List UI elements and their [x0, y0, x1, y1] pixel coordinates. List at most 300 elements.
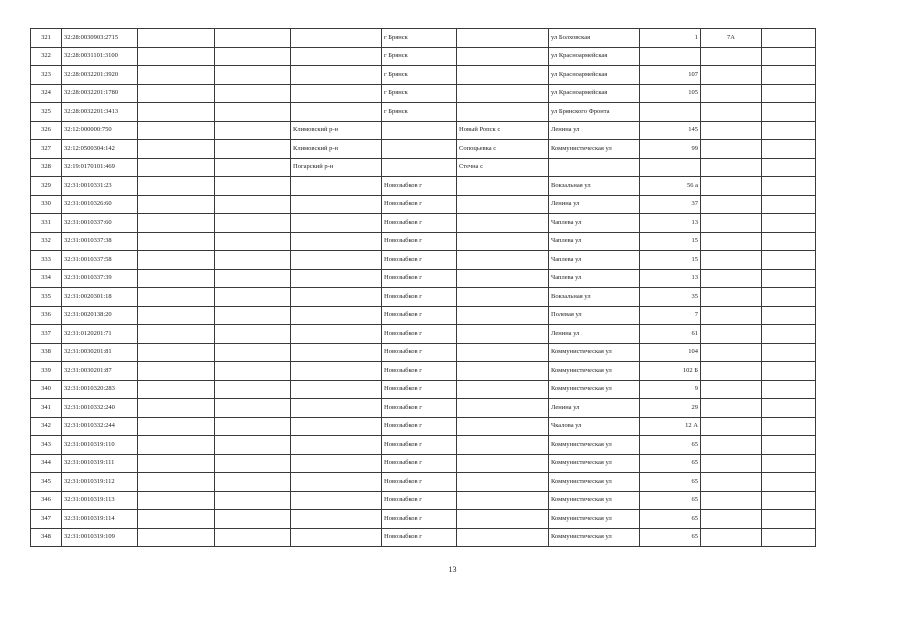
cadastral-number-cell: 32:31:0010319:113	[62, 491, 138, 510]
district-cell	[291, 66, 382, 85]
district-cell	[291, 103, 382, 122]
settlement-cell	[457, 269, 549, 288]
house-number-cell: 104	[640, 343, 701, 362]
row-number-cell: 341	[31, 399, 62, 418]
row-number-cell: 332	[31, 232, 62, 251]
cadastral-number-cell: 32:31:0010331:23	[62, 177, 138, 196]
empty-cell	[762, 380, 816, 399]
district-cell	[291, 177, 382, 196]
empty-cell	[138, 343, 215, 362]
cadastral-number-cell: 32:31:0020138:20	[62, 306, 138, 325]
cadastral-number-cell: 32:31:0010326:60	[62, 195, 138, 214]
street-cell	[549, 158, 640, 177]
building-cell	[701, 269, 762, 288]
cadastral-number-cell: 32:28:0032201:1780	[62, 84, 138, 103]
cadastral-number-cell: 32:31:0030201:87	[62, 362, 138, 381]
empty-cell	[215, 362, 291, 381]
table-row	[31, 491, 816, 510]
building-cell	[701, 436, 762, 455]
city-cell: Новозыбков г	[382, 380, 457, 399]
empty-cell	[762, 121, 816, 140]
settlement-cell	[457, 177, 549, 196]
street-cell: Чаплева ул	[549, 251, 640, 270]
house-number-cell: 107	[640, 66, 701, 85]
district-cell	[291, 325, 382, 344]
settlement-cell	[457, 417, 549, 436]
cadastral-number-cell: 32:28:0032201:3920	[62, 66, 138, 85]
settlement-cell: Сопоцьевка с	[457, 140, 549, 159]
row-number-cell: 323	[31, 66, 62, 85]
building-cell	[701, 417, 762, 436]
cadastral-number-cell: 32:31:0010337:60	[62, 214, 138, 233]
settlement-cell	[457, 436, 549, 455]
row-number-cell: 348	[31, 528, 62, 547]
building-cell	[701, 325, 762, 344]
empty-cell	[138, 362, 215, 381]
district-cell	[291, 380, 382, 399]
empty-cell	[138, 195, 215, 214]
street-cell: ул Красноармейская	[549, 84, 640, 103]
empty-cell	[215, 325, 291, 344]
row-number-cell: 321	[31, 29, 62, 48]
empty-cell	[138, 103, 215, 122]
cadastral-number-cell: 32:31:0010337:38	[62, 232, 138, 251]
district-cell	[291, 47, 382, 66]
building-cell	[701, 362, 762, 381]
house-number-cell: 12 А	[640, 417, 701, 436]
house-number-cell: 7	[640, 306, 701, 325]
table-row	[31, 399, 816, 418]
settlement-cell	[457, 473, 549, 492]
settlement-cell: Стечна с	[457, 158, 549, 177]
district-cell	[291, 288, 382, 307]
settlement-cell	[457, 214, 549, 233]
table-row	[31, 84, 816, 103]
row-number-cell: 327	[31, 140, 62, 159]
empty-cell	[215, 29, 291, 48]
empty-cell	[215, 66, 291, 85]
street-cell: ул Болховская	[549, 29, 640, 48]
cadastral-number-cell: 32:31:0010319:111	[62, 454, 138, 473]
settlement-cell	[457, 362, 549, 381]
street-cell: Коммунистическая ул	[549, 454, 640, 473]
building-cell	[701, 343, 762, 362]
street-cell: Вокзальная ул	[549, 177, 640, 196]
empty-cell	[138, 121, 215, 140]
cadastral-number-cell: 32:31:0010337:58	[62, 251, 138, 270]
settlement-cell	[457, 29, 549, 48]
empty-cell	[138, 399, 215, 418]
settlement-cell	[457, 306, 549, 325]
empty-cell	[762, 251, 816, 270]
city-cell: Новозыбков г	[382, 528, 457, 547]
settlement-cell: Новый Ропск с	[457, 121, 549, 140]
city-cell: Новозыбков г	[382, 436, 457, 455]
building-cell	[701, 454, 762, 473]
register-table	[30, 28, 816, 547]
row-number-cell: 345	[31, 473, 62, 492]
city-cell: Новозыбков г	[382, 473, 457, 492]
house-number-cell: 65	[640, 454, 701, 473]
house-number-cell: 29	[640, 399, 701, 418]
row-number-cell: 343	[31, 436, 62, 455]
city-cell: Новозыбков г	[382, 214, 457, 233]
empty-cell	[138, 528, 215, 547]
empty-cell	[762, 399, 816, 418]
district-cell: Климовский р-н	[291, 121, 382, 140]
city-cell: Новозыбков г	[382, 306, 457, 325]
row-number-cell: 331	[31, 214, 62, 233]
table-row	[31, 140, 816, 159]
table-row	[31, 436, 816, 455]
settlement-cell	[457, 343, 549, 362]
empty-cell	[138, 177, 215, 196]
house-number-cell: 61	[640, 325, 701, 344]
district-cell	[291, 84, 382, 103]
empty-cell	[762, 362, 816, 381]
city-cell: Новозыбков г	[382, 399, 457, 418]
empty-cell	[138, 29, 215, 48]
empty-cell	[138, 214, 215, 233]
table-row	[31, 288, 816, 307]
street-cell: Ленина ул	[549, 121, 640, 140]
city-cell: г Брянск	[382, 84, 457, 103]
district-cell	[291, 436, 382, 455]
row-number-cell: 342	[31, 417, 62, 436]
table-row	[31, 121, 816, 140]
empty-cell	[215, 103, 291, 122]
cadastral-number-cell: 32:31:0010332:244	[62, 417, 138, 436]
building-cell	[701, 47, 762, 66]
district-cell	[291, 343, 382, 362]
empty-cell	[762, 158, 816, 177]
empty-cell	[762, 528, 816, 547]
table-body	[31, 29, 816, 547]
empty-cell	[762, 417, 816, 436]
empty-cell	[762, 473, 816, 492]
row-number-cell: 326	[31, 121, 62, 140]
district-cell	[291, 491, 382, 510]
house-number-cell: 65	[640, 491, 701, 510]
house-number-cell: 13	[640, 269, 701, 288]
row-number-cell: 330	[31, 195, 62, 214]
row-number-cell: 346	[31, 491, 62, 510]
district-cell	[291, 29, 382, 48]
street-cell: Чаплева ул	[549, 232, 640, 251]
house-number-cell: 1	[640, 29, 701, 48]
house-number-cell: 65	[640, 473, 701, 492]
empty-cell	[215, 121, 291, 140]
city-cell: Новозыбков г	[382, 177, 457, 196]
cadastral-number-cell: 32:31:0120201:71	[62, 325, 138, 344]
city-cell	[382, 158, 457, 177]
empty-cell	[215, 399, 291, 418]
cadastral-number-cell: 32:31:0010319:112	[62, 473, 138, 492]
district-cell	[291, 473, 382, 492]
empty-cell	[762, 47, 816, 66]
empty-cell	[762, 325, 816, 344]
table-row	[31, 251, 816, 270]
table-row	[31, 528, 816, 547]
cadastral-number-cell: 32:28:0032201:3413	[62, 103, 138, 122]
empty-cell	[138, 269, 215, 288]
settlement-cell	[457, 491, 549, 510]
empty-cell	[138, 325, 215, 344]
street-cell: Коммунистическая ул	[549, 436, 640, 455]
settlement-cell	[457, 232, 549, 251]
empty-cell	[138, 66, 215, 85]
street-cell: Ленина ул	[549, 325, 640, 344]
street-cell: Полевая ул	[549, 306, 640, 325]
empty-cell	[215, 288, 291, 307]
district-cell	[291, 232, 382, 251]
empty-cell	[215, 436, 291, 455]
table-row	[31, 195, 816, 214]
street-cell: ул Брянского Фронта	[549, 103, 640, 122]
settlement-cell	[457, 528, 549, 547]
empty-cell	[138, 473, 215, 492]
empty-cell	[762, 177, 816, 196]
building-cell	[701, 491, 762, 510]
city-cell: г Брянск	[382, 103, 457, 122]
city-cell: Новозыбков г	[382, 362, 457, 381]
settlement-cell	[457, 288, 549, 307]
table-row	[31, 29, 816, 48]
settlement-cell	[457, 84, 549, 103]
house-number-cell	[640, 103, 701, 122]
table-row	[31, 343, 816, 362]
empty-cell	[138, 288, 215, 307]
row-number-cell: 333	[31, 251, 62, 270]
building-cell	[701, 214, 762, 233]
empty-cell	[215, 269, 291, 288]
table-row	[31, 362, 816, 381]
table-row	[31, 417, 816, 436]
settlement-cell	[457, 103, 549, 122]
empty-cell	[138, 232, 215, 251]
empty-cell	[762, 84, 816, 103]
district-cell: Климовский р-н	[291, 140, 382, 159]
building-cell	[701, 232, 762, 251]
empty-cell	[762, 29, 816, 48]
house-number-cell: 37	[640, 195, 701, 214]
cadastral-number-cell: 32:28:0031101:3100	[62, 47, 138, 66]
street-cell: Коммунистическая ул	[549, 362, 640, 381]
street-cell: Ленина ул	[549, 195, 640, 214]
row-number-cell: 338	[31, 343, 62, 362]
empty-cell	[215, 158, 291, 177]
table-row	[31, 510, 816, 529]
empty-cell	[762, 454, 816, 473]
empty-cell	[762, 103, 816, 122]
table-row	[31, 47, 816, 66]
cadastral-number-cell: 32:12:0500304:142	[62, 140, 138, 159]
building-cell: 7А	[701, 29, 762, 48]
table-row	[31, 269, 816, 288]
district-cell	[291, 417, 382, 436]
empty-cell	[215, 84, 291, 103]
building-cell	[701, 177, 762, 196]
building-cell	[701, 528, 762, 547]
settlement-cell	[457, 195, 549, 214]
empty-cell	[762, 436, 816, 455]
city-cell: Новозыбков г	[382, 454, 457, 473]
table-row	[31, 454, 816, 473]
empty-cell	[215, 251, 291, 270]
empty-cell	[762, 269, 816, 288]
house-number-cell: 65	[640, 528, 701, 547]
row-number-cell: 335	[31, 288, 62, 307]
table-row	[31, 306, 816, 325]
city-cell: Новозыбков г	[382, 195, 457, 214]
row-number-cell: 347	[31, 510, 62, 529]
district-cell	[291, 214, 382, 233]
empty-cell	[762, 306, 816, 325]
empty-cell	[762, 232, 816, 251]
street-cell: Ленина ул	[549, 399, 640, 418]
house-number-cell: 13	[640, 214, 701, 233]
table-row	[31, 177, 816, 196]
table-row	[31, 325, 816, 344]
settlement-cell	[457, 66, 549, 85]
city-cell: г Брянск	[382, 66, 457, 85]
house-number-cell: 99	[640, 140, 701, 159]
house-number-cell: 56 а	[640, 177, 701, 196]
district-cell	[291, 454, 382, 473]
district-cell	[291, 306, 382, 325]
house-number-cell: 9	[640, 380, 701, 399]
street-cell: Коммунистическая ул	[549, 491, 640, 510]
settlement-cell	[457, 380, 549, 399]
building-cell	[701, 473, 762, 492]
settlement-cell	[457, 510, 549, 529]
table-row	[31, 380, 816, 399]
district-cell	[291, 399, 382, 418]
street-cell: Коммунистическая ул	[549, 473, 640, 492]
empty-cell	[762, 491, 816, 510]
street-cell: Коммунистическая ул	[549, 343, 640, 362]
row-number-cell: 325	[31, 103, 62, 122]
empty-cell	[215, 380, 291, 399]
empty-cell	[138, 417, 215, 436]
row-number-cell: 336	[31, 306, 62, 325]
cadastral-number-cell: 32:19:0170101:469	[62, 158, 138, 177]
city-cell: г Брянск	[382, 29, 457, 48]
empty-cell	[215, 343, 291, 362]
empty-cell	[138, 47, 215, 66]
cadastral-number-cell: 32:31:0010319:110	[62, 436, 138, 455]
cadastral-number-cell: 32:31:0010337:39	[62, 269, 138, 288]
row-number-cell: 339	[31, 362, 62, 381]
empty-cell	[215, 195, 291, 214]
street-cell: Чаплева ул	[549, 269, 640, 288]
empty-cell	[215, 232, 291, 251]
empty-cell	[215, 140, 291, 159]
cadastral-number-cell: 32:31:0010319:109	[62, 528, 138, 547]
empty-cell	[138, 140, 215, 159]
cadastral-number-cell: 32:28:0030903:2715	[62, 29, 138, 48]
building-cell	[701, 103, 762, 122]
row-number-cell: 340	[31, 380, 62, 399]
empty-cell	[138, 380, 215, 399]
table-row	[31, 158, 816, 177]
table-row	[31, 232, 816, 251]
house-number-cell: 65	[640, 510, 701, 529]
empty-cell	[215, 417, 291, 436]
city-cell	[382, 140, 457, 159]
building-cell	[701, 251, 762, 270]
building-cell	[701, 140, 762, 159]
city-cell: Новозыбков г	[382, 491, 457, 510]
district-cell	[291, 362, 382, 381]
empty-cell	[215, 473, 291, 492]
building-cell	[701, 84, 762, 103]
city-cell: Новозыбков г	[382, 510, 457, 529]
city-cell: Новозыбков г	[382, 232, 457, 251]
row-number-cell: 334	[31, 269, 62, 288]
empty-cell	[138, 454, 215, 473]
table-row	[31, 473, 816, 492]
building-cell	[701, 380, 762, 399]
empty-cell	[762, 510, 816, 529]
table-row	[31, 103, 816, 122]
empty-cell	[215, 306, 291, 325]
table-row	[31, 66, 816, 85]
cadastral-number-cell: 32:12:000000:750	[62, 121, 138, 140]
row-number-cell: 322	[31, 47, 62, 66]
street-cell: Вокзальная ул	[549, 288, 640, 307]
row-number-cell: 337	[31, 325, 62, 344]
building-cell	[701, 121, 762, 140]
street-cell: Чкалова ул	[549, 417, 640, 436]
empty-cell	[215, 214, 291, 233]
house-number-cell: 102 Б	[640, 362, 701, 381]
building-cell	[701, 158, 762, 177]
street-cell: Коммунистическая ул	[549, 510, 640, 529]
building-cell	[701, 195, 762, 214]
empty-cell	[762, 288, 816, 307]
city-cell: Новозыбков г	[382, 417, 457, 436]
city-cell: Новозыбков г	[382, 288, 457, 307]
empty-cell	[138, 436, 215, 455]
building-cell	[701, 306, 762, 325]
city-cell: Новозыбков г	[382, 325, 457, 344]
street-cell: ул Красноармейская	[549, 66, 640, 85]
house-number-cell: 35	[640, 288, 701, 307]
cadastral-number-cell: 32:31:0030201:81	[62, 343, 138, 362]
house-number-cell: 15	[640, 232, 701, 251]
row-number-cell: 328	[31, 158, 62, 177]
empty-cell	[762, 343, 816, 362]
city-cell: г Брянск	[382, 47, 457, 66]
district-cell	[291, 269, 382, 288]
settlement-cell	[457, 454, 549, 473]
row-number-cell: 344	[31, 454, 62, 473]
empty-cell	[138, 251, 215, 270]
district-cell	[291, 195, 382, 214]
building-cell	[701, 288, 762, 307]
table-row	[31, 214, 816, 233]
page-number: 13	[448, 565, 457, 574]
empty-cell	[138, 158, 215, 177]
empty-cell	[762, 140, 816, 159]
building-cell	[701, 399, 762, 418]
empty-cell	[215, 47, 291, 66]
empty-cell	[138, 306, 215, 325]
house-number-cell	[640, 47, 701, 66]
cadastral-number-cell: 32:31:0020301:18	[62, 288, 138, 307]
settlement-cell	[457, 325, 549, 344]
